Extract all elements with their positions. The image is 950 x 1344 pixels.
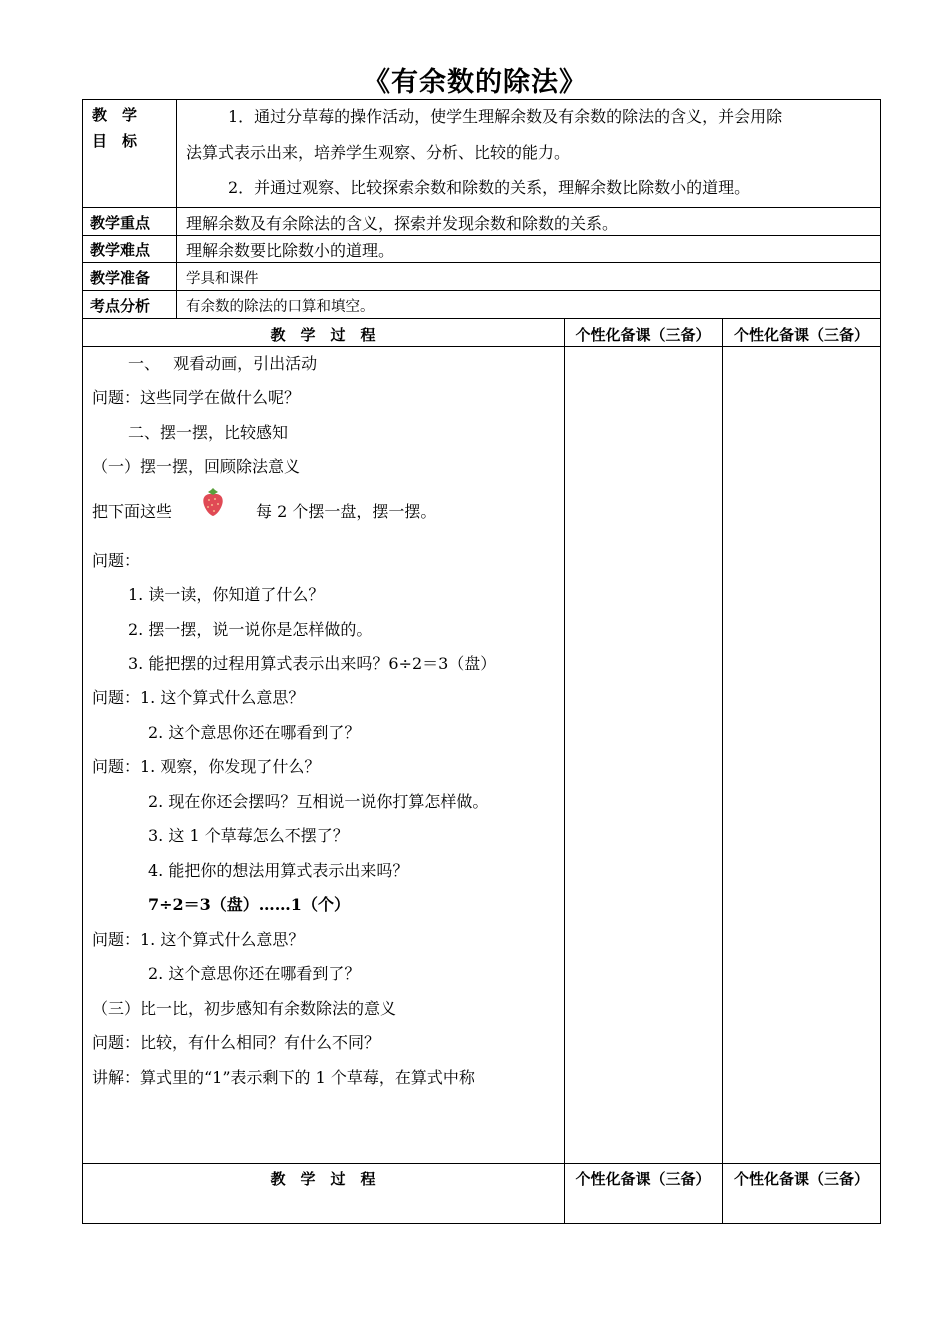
question-label: 问题： xyxy=(92,551,141,570)
question-item: 2. 摆一摆，说一说你是怎样做的。 xyxy=(128,620,373,639)
exam-analysis-text: 有余数的除法的口算和填空。 xyxy=(186,299,375,315)
goal-text: 2．并通过观察、比较探索余数和除数的关系，理解余数比除数小的道理。 xyxy=(228,178,751,197)
personal-prep-header: 个性化备课（三备） xyxy=(575,1170,711,1188)
row-divider xyxy=(82,207,881,208)
question-item: 问题：比较，有什么相同？有什么不同？ xyxy=(92,1033,381,1052)
goal-label: 教 学 xyxy=(92,106,138,124)
equation: 7÷2＝3（盘）……1（个） xyxy=(148,895,350,914)
task-text: 每 2 个摆一盘，摆一摆。 xyxy=(256,502,437,521)
process-header: 教 学 过 程 xyxy=(270,326,376,344)
row-divider xyxy=(82,1163,881,1164)
preparation-label: 教学准备 xyxy=(90,269,151,287)
process-header: 教 学 过 程 xyxy=(270,1170,376,1188)
strawberry-icon xyxy=(200,487,226,517)
difficulty-text: 理解余数要比除数小的道理。 xyxy=(186,241,395,260)
question-item: 问题：1. 观察，你发现了什么？ xyxy=(92,757,321,776)
column-divider xyxy=(722,318,723,1224)
personal-prep-header: 个性化备课（三备） xyxy=(733,1170,869,1188)
explanation-text: 讲解：算式里的“1”表示剩下的 1 个草莓，在算式中称 xyxy=(92,1068,475,1087)
question-item: 问题：1. 这个算式什么意思？ xyxy=(92,688,305,707)
question-item: 3. 能把摆的过程用算式表示出来吗？6÷2＝3（盘） xyxy=(128,654,497,673)
section-heading: 二、摆一摆，比较感知 xyxy=(128,423,289,442)
question-item: 4. 能把你的想法用算式表示出来吗？ xyxy=(148,861,409,880)
subsection-heading: （三）比一比，初步感知有余数除法的意义 xyxy=(92,999,397,1018)
question-item: 2. 这个意思你还在哪看到了？ xyxy=(148,964,361,983)
page-title: 《有余数的除法》 xyxy=(363,67,587,98)
question-item: 2. 这个意思你还在哪看到了？ xyxy=(148,723,361,742)
section-heading: 一、 观看动画，引出活动 xyxy=(128,354,318,373)
personal-prep-header: 个性化备课（三备） xyxy=(733,326,869,344)
personal-prep-header: 个性化备课（三备） xyxy=(575,326,711,344)
row-divider xyxy=(82,235,881,236)
question-item: 1. 读一读，你知道了什么？ xyxy=(128,585,325,604)
question-item: 问题：1. 这个算式什么意思？ xyxy=(92,930,305,949)
exam-analysis-label: 考点分析 xyxy=(90,297,151,315)
difficulty-label: 教学难点 xyxy=(90,241,151,259)
row-divider xyxy=(82,318,881,319)
row-divider xyxy=(82,346,881,347)
column-divider xyxy=(564,318,565,1224)
goal-label: 目 标 xyxy=(92,132,138,150)
column-divider xyxy=(176,99,177,318)
question-line: 问题：这些同学在做什么呢？ xyxy=(92,388,301,407)
key-point-label: 教学重点 xyxy=(90,214,151,232)
preparation-text: 学具和课件 xyxy=(186,271,259,287)
row-divider xyxy=(82,290,881,291)
key-point-text: 理解余数及有余除法的含义，探索并发现余数和除数的关系。 xyxy=(186,214,619,233)
goal-text: 1．通过分草莓的操作活动，使学生理解余数及有余数的除法的含义，并会用除 xyxy=(228,107,783,126)
subsection-heading: （一）摆一摆，回顾除法意义 xyxy=(92,457,301,476)
goal-text: 法算式表示出来，培养学生观察、分析、比较的能力。 xyxy=(186,143,571,162)
question-item: 2. 现在你还会摆吗？互相说一说你打算怎样做。 xyxy=(148,792,489,811)
question-item: 3. 这 1 个草莓怎么不摆了？ xyxy=(148,826,349,845)
row-divider xyxy=(82,262,881,263)
task-text: 把下面这些 xyxy=(92,502,173,521)
